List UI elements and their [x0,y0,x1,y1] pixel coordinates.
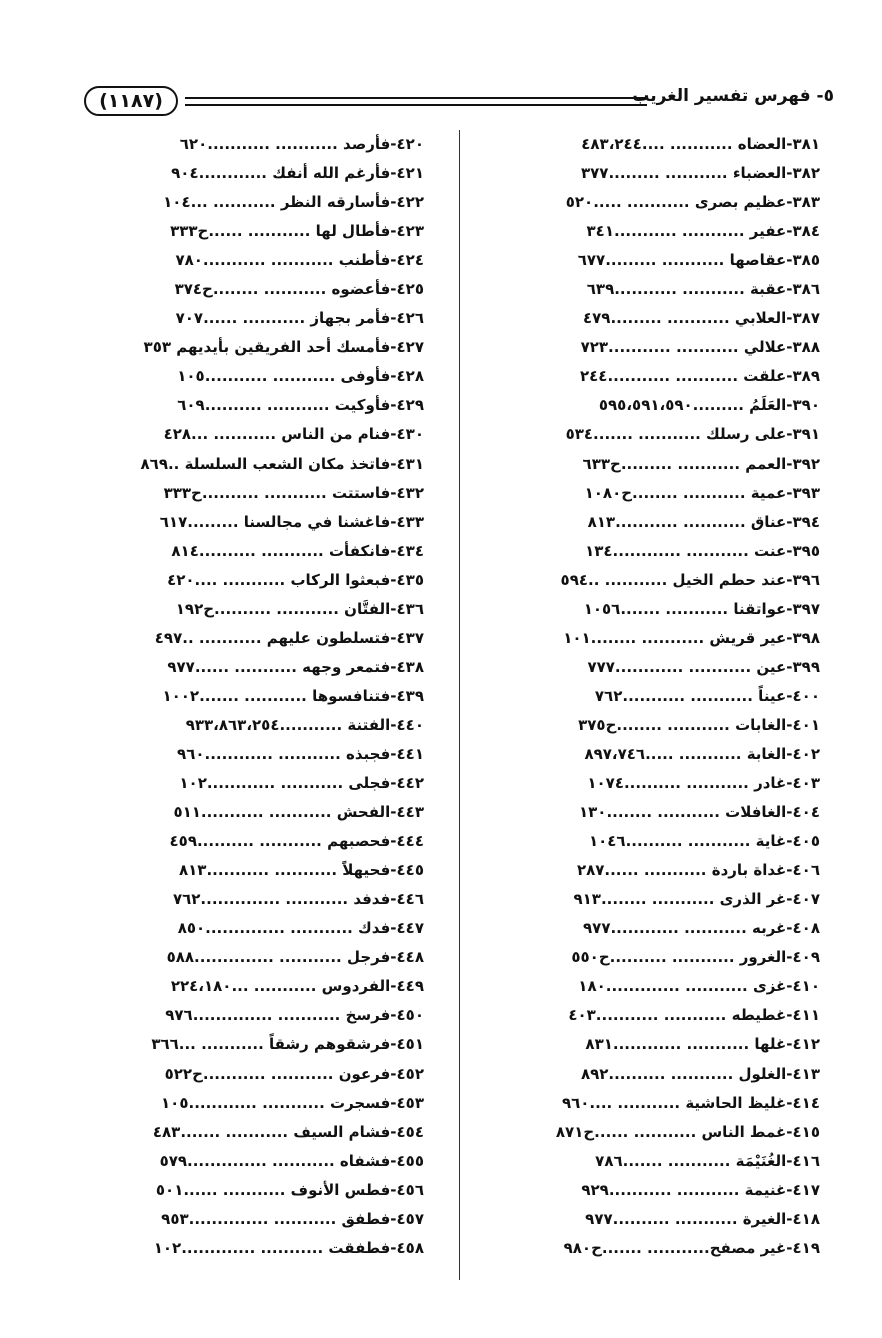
index-entry: ٤٥٧-فطفق ........... ..............٩٥٣ [161,1209,424,1228]
index-entry: ٤١٢-غلها ........... ............٨٣١ [585,1035,820,1054]
index-entry: ٤٠٨-غربه ........... ............٩٧٧ [583,919,820,938]
index-entry: ٤٥٠-فرسخ ........... ..............٩٧٦ [165,1006,424,1025]
index-entry: ٤٥١-فرشقوهم رشقاً ........... ...٣٦٦ [151,1035,424,1054]
index-entry: ٤١٥-غمط الناس ........... ......ح٨٧١ [555,1122,820,1141]
index-entry: ٤٣١-فاتخذ مكان الشعب السلسلة ..٨٦٩ [140,454,424,473]
index-entry: ٣٩٨-عير قريش ........... ........١٠١ [563,628,820,647]
index-entry: ٤٤٨-فرجل ........... ..............٥٨٨ [166,948,424,967]
index-entry: ٤٤٦-فدفد ........... ..............٧٦٢ [172,890,424,909]
index-entry: ٤٢٣-فأطال لها ........... ......ح٣٣٣ [170,222,424,241]
index-entry: ٣٩٢-العمم ........... .........ح٦٣٣ [582,454,820,473]
index-entry: ٣٩٤-عناق ........... ...........٨١٣ [587,512,820,531]
index-entry: ٣٨٢-العضباء ........... .........٣٧٧ [580,164,820,183]
index-entry: ٤٥٥-فشفاه ........... ..............٥٧٩ [159,1151,424,1170]
index-entry: ٣٩٥-عنت ........... ............١٣٤ [585,541,820,560]
index-entry: ٤٤٥-فحيهلاً ........... ...........٨١٣ [178,861,424,880]
index-entry: ٤٥٤-فشام السيف ........... .......٤٨٣ [152,1122,424,1141]
index-entry: ٤٠٤-الغافلات ........... ........١٣٠ [578,803,820,822]
index-entry: ٤١٣-الغلول ........... ..........٨٩٢ [580,1064,820,1083]
index-entry: ٤٢٠-فأرصد ........... ...........٦٢٠ [179,135,424,153]
index-entry: ٤٣٩-فتنافسوها ........... .......١٠٠٢ [162,686,424,705]
index-entry: ٤٤٢-فجلى ........... ............١٠٢ [179,774,424,793]
page-number-badge: (١١٨٧) [84,86,178,116]
index-entry: ٣٨١-العضاه ........... ....٤٨٣،٢٤٤ [581,135,820,153]
index-entry: ٣٩١-على رسلك ........... .......٥٣٤ [565,425,820,444]
index-entry: ٣٩٦-عند حطم الخيل ........... ..٥٩٤ [560,570,820,589]
index-entry: ٤٣٦-الفتَّان ........... ..........ح١٩٢ [175,599,424,618]
index-entry: ٣٨٦-عقبة ........... ...........٦٣٩ [586,280,820,299]
index-entry: ٤١١-غطيطه ........... ...........٤٠٣ [568,1006,820,1025]
index-entry: ٤٠٧-غر الذرى ........... ........٩١٣ [573,890,820,909]
index-column-right [494,130,820,1263]
index-entry: ٤٣٠-فنام من الناس ........... ...٤٢٨ [163,425,424,444]
index-entry: ٤٢٨-فأوفى ........... ...........١٠٥ [177,367,424,386]
index-entry: ٣٨٥-عقاصها ........... .........٦٧٧ [577,251,820,270]
column-divider [459,130,460,1280]
index-entry: ٤٢٦-فأمر بجهاز ........... ......٧٠٧ [175,309,424,328]
index-entry: ٣٨٩-علقت ........... ...........٢٤٤ [579,367,820,386]
index-entry: ٤٠٥-غاية ........... ..........١٠٤٦ [588,832,820,851]
page-header [0,0,882,130]
index-entry: ٤١٠-غزى ........... .............١٨٠ [578,977,820,996]
index-entry: ٤٤٩-الفردوس ........... ...٢٢٤،١٨٠ [170,977,424,996]
index-entry: ٤١٧-غنيمة ........... ...........٩٢٩ [581,1180,820,1199]
index-entry: ٣٨٣-عظيم بصرى ........... .....٥٢٠ [565,193,820,212]
index-entry: ٤٣٤-فانكفأت ........... ..........٨١٤ [171,541,424,560]
index-entry: ٤١٩-غير مصفح........... .......ح٩٨٠ [563,1238,820,1257]
index-entry: ٤٥٣-فسجرت ........... ............١٠٥ [161,1093,424,1112]
index-entry: ٤٤٤-فحصبهم ........... ..........٤٥٩ [169,832,424,851]
index-entry: ٣٩٧-عواتقنا ........... .......١٠٥٦ [583,599,820,618]
index-entry: ٤٠٠-عيناً ........... ...........٧٦٢ [594,686,820,705]
index-entry: ٤٠٦-غداة باردة ........... ......٢٨٧ [576,861,820,880]
index-entry: ٤٢٧-فأمسك أحد الفريقين بأيديهم ٣٥٣ [143,338,424,357]
index-entry: ٤٢١-فأرغم الله أنفك ............٩٠٤ [171,164,424,183]
index-entry: ٤٢٥-فأعضوه ........... ........ح٣٧٤ [174,280,424,299]
index-entry: ٤٤٠-الفتنة ...........٩٣٣،٨٦٣،٢٥٤ [185,715,424,734]
index-entry: ٤٤١-فجبذه ........... ............٩٦٠ [177,744,424,763]
index-entry: ٤٢٢-فأسارقه النظر ........... ...١٠٤ [163,193,424,212]
index-entry: ٤١٨-الغيرة ........... ..........٩٧٧ [585,1209,820,1228]
index-column-left [98,130,424,1263]
index-entry: ٤٠١-الغابات ........... ........ح٣٧٥ [578,715,820,734]
index-entry: ٤٣٢-فاستتت ........... ..........ح٣٣٣ [163,483,424,502]
index-entry: ٣٨٧-العلابي ........... .........٤٧٩ [582,309,820,328]
index-entry: ٤٠٢-الغابة ........... .....٨٩٧،٧٤٦ [584,744,820,763]
index-entry: ٤٣٧-فتسلطون عليهم ........... ..٤٩٧ [154,628,424,647]
index-entry: ٤٢٤-فأطنب ........... ...........٧٨٠ [175,251,424,270]
index-entry: ٤١٤-غليظ الحاشية ........... ....٩٦٠ [561,1093,820,1112]
index-entry: ٤٣٣-فاغشنا في مجالسنا .........٦١٧ [159,512,424,531]
index-entry: ٤٠٩-الغرور ........... ..........ح٥٥٠ [571,948,820,967]
index-entry: ٤٤٧-فدك ........... ..............٨٥٠ [177,919,424,938]
index-entry: ٣٨٨-علالي ........... ...........٧٢٣ [580,338,820,357]
index-entry: ٤٠٣-غادر ........... ..........١٠٧٤ [587,774,820,793]
index-entry: ٤٣٨-فتمعر وجهه ........... ......٩٧٧ [167,657,424,676]
index-entry: ٤٣٥-فبعثوا الركاب ........... ....٤٢٠ [167,570,424,589]
index-entry: ٤١٦-الغُنَيْمَة ........... .......٧٨٦ [595,1151,820,1170]
index-entry: ٣٩٣-عمية ........... ........ح١٠٨٠ [584,483,820,502]
index-entry: ٤٤٣-الفحش ........... ...........٥١١ [173,803,424,822]
index-entry: ٤٥٦-فطس الأنوف ........... ......٥٠١ [155,1180,424,1199]
index-entry: ٤٥٢-فرعون ........... ...........ح٥٢٢ [164,1064,424,1083]
index-entry: ٣٨٤-عفير ........... ...........٣٤١ [586,222,820,241]
page-title: ٥- فهرس تفسير الغريب [632,86,834,106]
index-entry: ٤٥٨-فطفقت ........... .............١٠٢ [153,1238,424,1257]
header-double-rule [185,97,647,106]
index-entry: ٣٩٠-العَلَمُ .........٥٩٥،٥٩١،٥٩٠ [598,396,820,415]
index-entry: ٤٢٩-فأوكيت ........... ..........٦٠٩ [177,396,424,415]
index-entry: ٣٩٩-عين ........... ............٧٧٧ [587,657,820,676]
